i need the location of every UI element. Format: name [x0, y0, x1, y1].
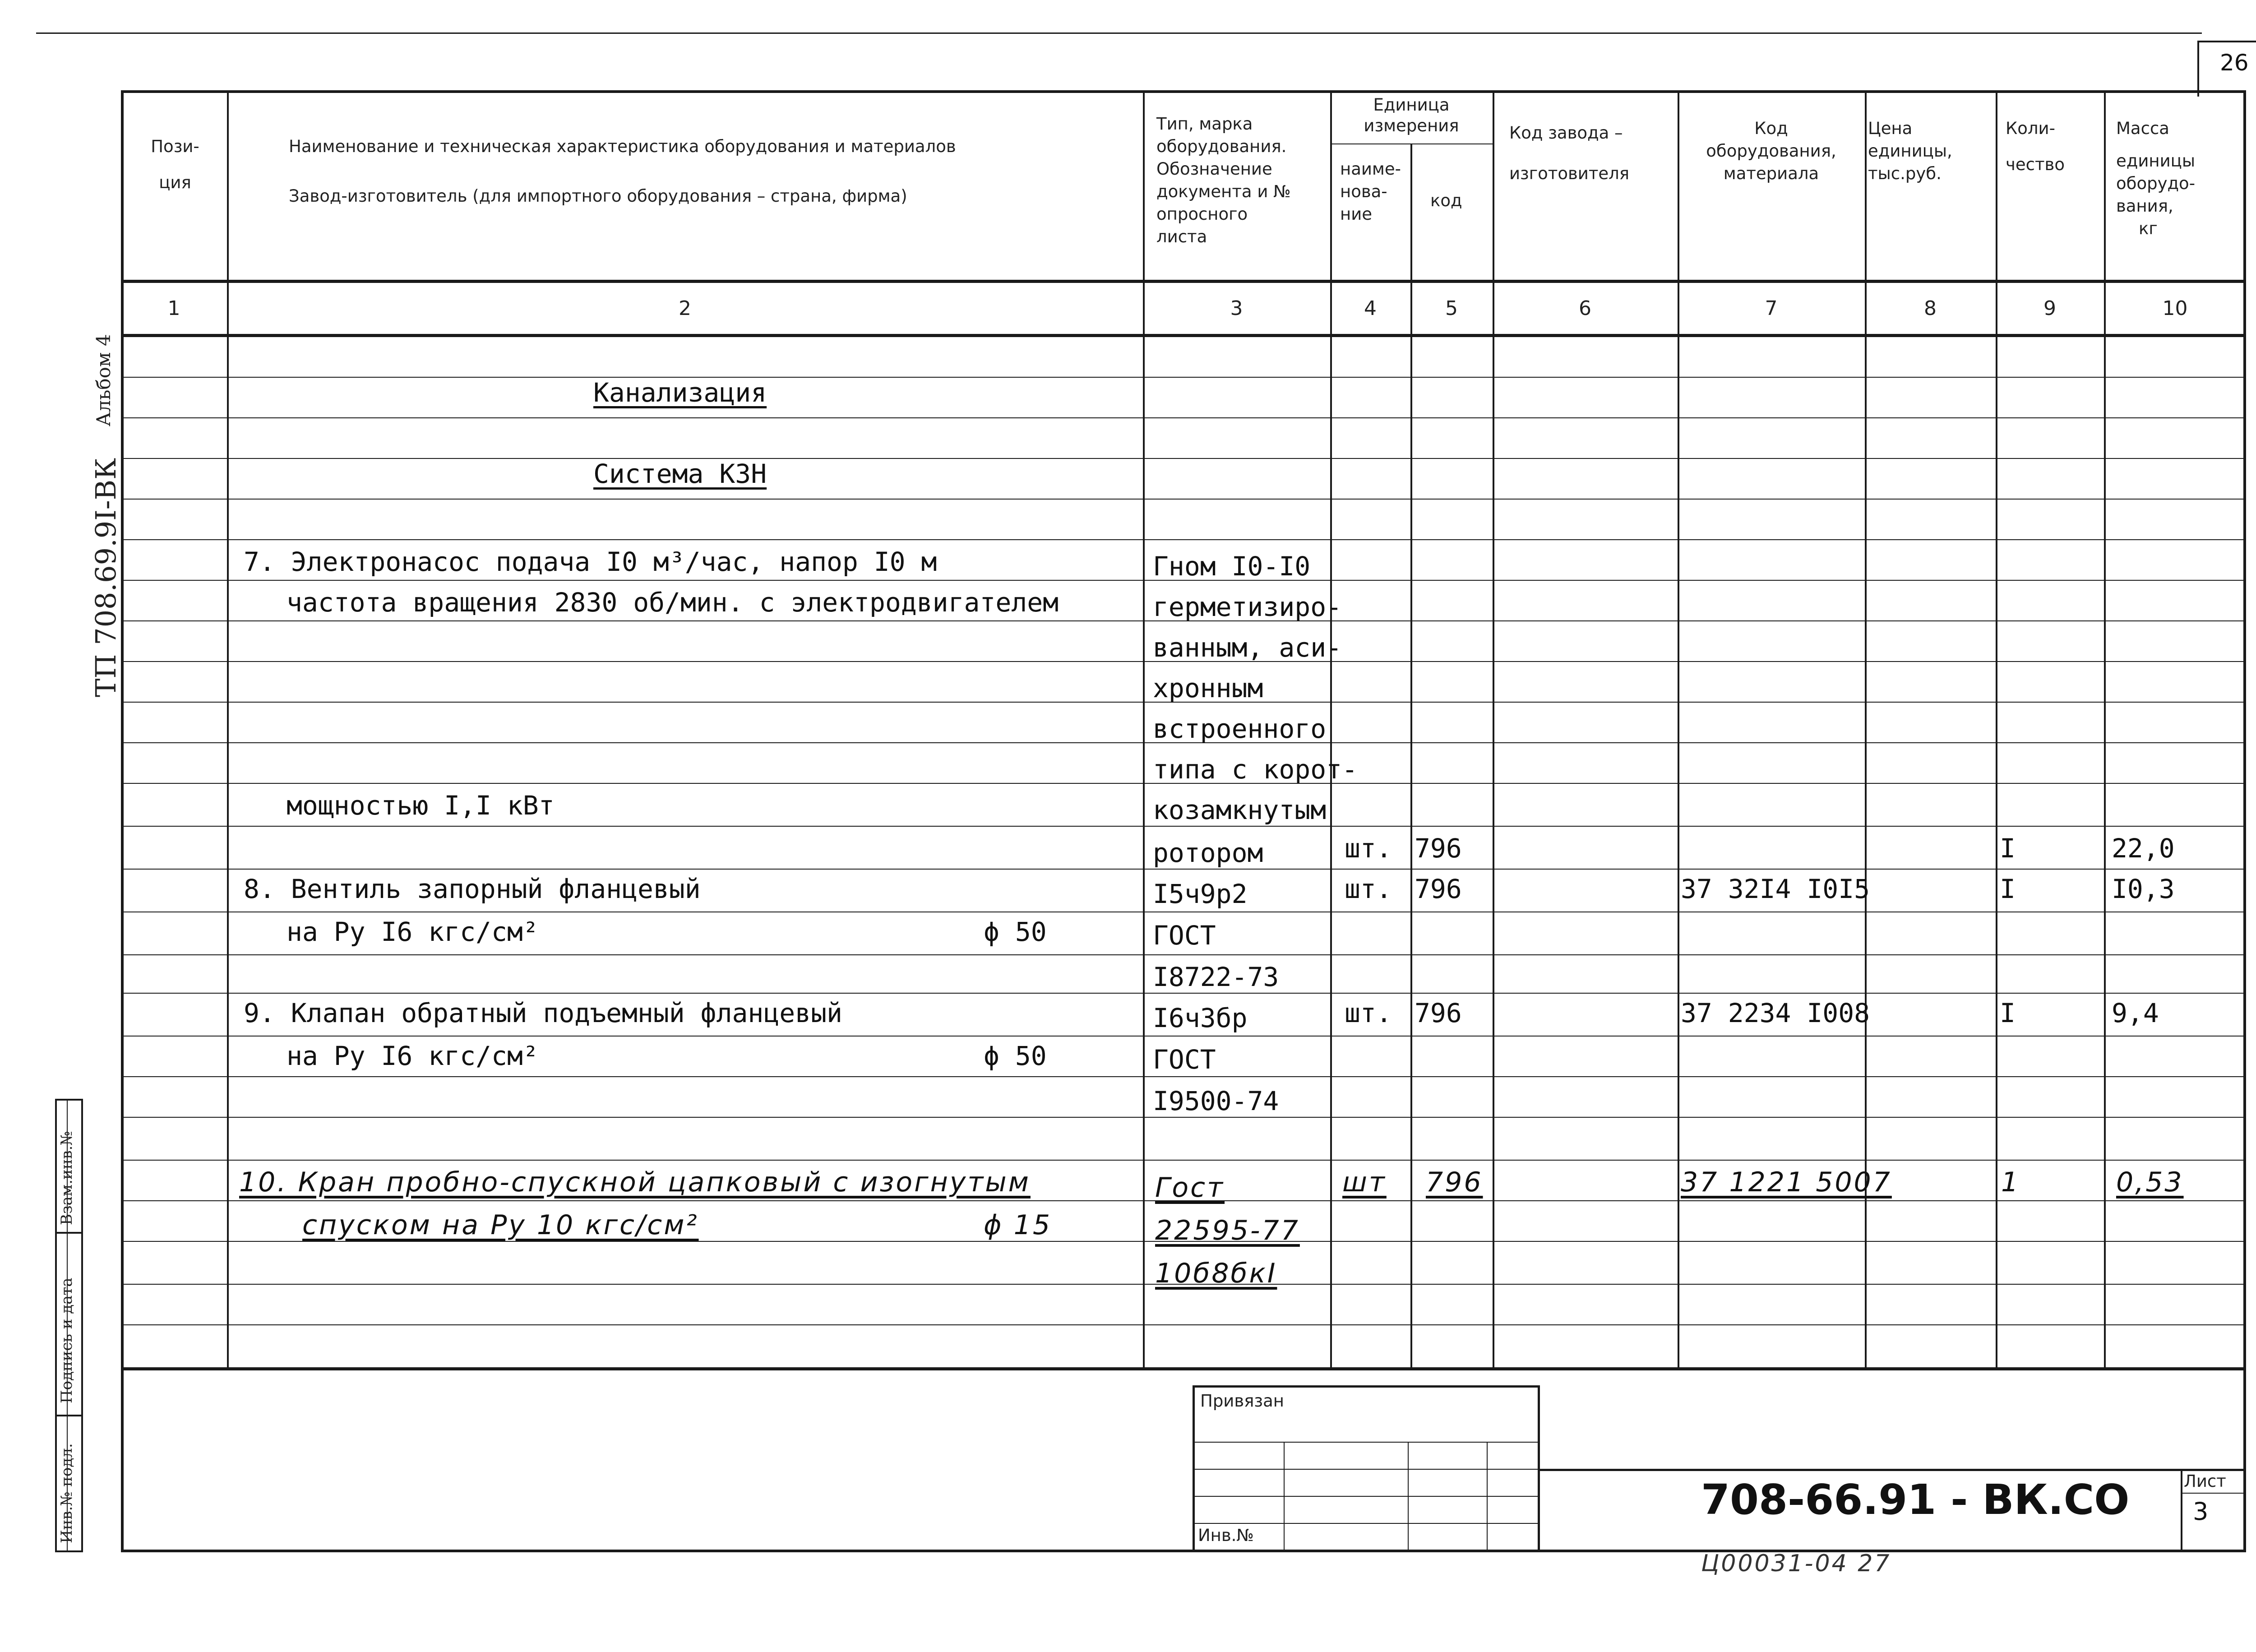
item8-name-line1: 8. Вентиль запорный фланцевый: [244, 874, 701, 904]
item7-code: 796: [1415, 833, 1462, 864]
list-label: Лист: [2184, 1472, 2226, 1491]
header-unit-group: Единица измерения: [1364, 95, 1459, 135]
item9-equipment-code: 37 2234 I008: [1681, 998, 1870, 1028]
item9-mass: 9,4: [2112, 998, 2159, 1028]
header-col8: Цена единицы, тыс.руб.: [1868, 119, 1952, 183]
section-heading-kanalizatsiya: Канализация: [593, 377, 767, 408]
side-document-code: ТП 708.69.9I-ВК: [89, 458, 122, 697]
top-rule: [36, 32, 2202, 34]
col-divider-5: [1493, 90, 1494, 1367]
header-col5: код: [1430, 191, 1462, 210]
colnum-9: 9: [2043, 297, 2056, 320]
colnum-1: 1: [167, 297, 180, 320]
item7-name-line2: частота вращения 2830 об/мин. с электродвигателем: [287, 587, 1059, 618]
colnum-6: 6: [1579, 297, 1591, 320]
colnum-8: 8: [1924, 297, 1937, 320]
binding-line-2: [1193, 1469, 1540, 1470]
item8-diameter: ϕ 50: [984, 916, 1047, 947]
header-bottom-line: [121, 280, 2246, 283]
header-col4: наиме- нова- ние: [1340, 159, 1401, 224]
side-stamp-sep2: [55, 1415, 83, 1416]
col-divider-8: [1996, 90, 1997, 1367]
colnum-bottom-line: [121, 334, 2246, 337]
item8-code: 796: [1415, 874, 1462, 904]
item7-qty: I: [2000, 833, 2016, 864]
item7-unit: шт.: [1345, 833, 1392, 864]
item8-equipment-code: 37 32I4 I0I5: [1681, 874, 1870, 904]
header-col2: Наименование и техническая характеристика оборудования и материалов Завод-изготовитель (для импортного оборудования – страна, фирма): [289, 137, 956, 206]
item9-code: 796: [1415, 998, 1462, 1028]
colnum-10: 10: [2162, 297, 2188, 320]
title-block-top-line: [1540, 1469, 2246, 1471]
side-album-label: Альбом 4: [92, 334, 115, 426]
item9-diameter: ϕ 50: [984, 1041, 1047, 1071]
item10-unit: шт: [1342, 1166, 1387, 1198]
binding-vline-2: [1408, 1442, 1409, 1552]
header-col10: Масса единицы оборудо- вания, кг: [2116, 119, 2196, 238]
side-stamp-podpis: Подпись и дата: [58, 1277, 76, 1403]
item10-qty: 1: [2001, 1166, 2020, 1198]
list-box-line: [2181, 1493, 2246, 1494]
item10-code: 796: [1426, 1166, 1483, 1198]
col-divider-4: [1410, 143, 1412, 1367]
side-stamp-sep1: [55, 1232, 83, 1234]
binding-vline-1: [1284, 1442, 1285, 1552]
sheet-number: 26: [2220, 50, 2249, 76]
item9-unit: шт.: [1345, 998, 1392, 1028]
binding-vline-3: [1487, 1442, 1488, 1552]
col-divider-6: [1678, 90, 1679, 1367]
item9-type: I6ч3бр ГОСТ I9500-74: [1153, 1003, 1279, 1116]
item8-mass: I0,3: [2112, 874, 2175, 904]
bottom-archive-note: Ц00031-04 27: [1701, 1550, 1891, 1577]
item10-equipment-code: 37 1221 5007: [1681, 1166, 1892, 1198]
table-bottom-line: [121, 1367, 2246, 1370]
item10-name-line1: 10. Кран пробно-спускной цапковый с изогнутым: [239, 1166, 1031, 1198]
item7-type: Гном I0-I0 герметизиро- ванным, аси- хронным встроенного типа с корот- козамкнутым ротором: [1153, 551, 1358, 868]
item7-name-line1: 7. Электронасос подача I0 м³/час, напор I0 м: [244, 546, 937, 577]
colnum-2: 2: [679, 297, 691, 320]
privyazan-label: Привязан: [1200, 1391, 1284, 1411]
header-col6: Код завода – изготовителя: [1509, 123, 1630, 183]
item10-type: Гост 22595-77 10б8бкI: [1155, 1172, 1300, 1289]
item9-qty: I: [2000, 998, 2016, 1028]
colnum-5: 5: [1445, 297, 1458, 320]
item10-mass: 0,53: [2116, 1166, 2184, 1198]
header-col9: Коли- чество: [2006, 119, 2065, 174]
side-stamp-inv-podl: Инв.№ подл.: [58, 1443, 76, 1543]
binding-line-1: [1193, 1442, 1540, 1443]
item8-qty: I: [2000, 874, 2016, 904]
list-number: 3: [2193, 1497, 2209, 1526]
document-number: 708-66.91 - ВК.СО: [1701, 1476, 2130, 1524]
side-stamp-vzam: Взам.инв.№: [58, 1131, 76, 1225]
col-divider-1: [227, 90, 229, 1367]
item9-name-line1: 9. Клапан обратный подъемный фланцевый: [244, 998, 842, 1028]
item7-mass: 22,0: [2112, 833, 2175, 864]
item8-unit: шт.: [1345, 874, 1392, 904]
item10-name-line2: спуском на Ру 10 кгс/см²: [302, 1209, 699, 1241]
item8-name-line2: на Ру I6 кгс/см²: [287, 916, 539, 947]
item8-type: I5ч9р2 ГОСТ I8722-73: [1153, 879, 1279, 992]
col-divider-9: [2104, 90, 2106, 1367]
colnum-3: 3: [1230, 297, 1243, 320]
item9-name-line2: на Ру I6 кгс/см²: [287, 1041, 539, 1071]
colnum-7: 7: [1765, 297, 1778, 320]
section-heading-sistema: Система К3Н: [593, 458, 767, 489]
header-col1: Пози- ция: [151, 137, 199, 192]
list-box-divider: [2181, 1469, 2182, 1552]
header-col7: Код оборудования, материала: [1706, 119, 1836, 183]
binding-line-3: [1193, 1496, 1540, 1497]
item10-diameter: ϕ 15: [984, 1209, 1052, 1241]
colnum-4: 4: [1364, 297, 1377, 320]
item7-name-line3: мощностью I,I кВт: [287, 790, 555, 821]
inv-number-label: Инв.№: [1198, 1526, 1254, 1545]
binding-line-4: [1193, 1523, 1540, 1524]
col-divider-2: [1143, 90, 1145, 1367]
header-col3: Тип, марка оборудования. Обозначение документа и № опросного листа: [1156, 114, 1291, 246]
